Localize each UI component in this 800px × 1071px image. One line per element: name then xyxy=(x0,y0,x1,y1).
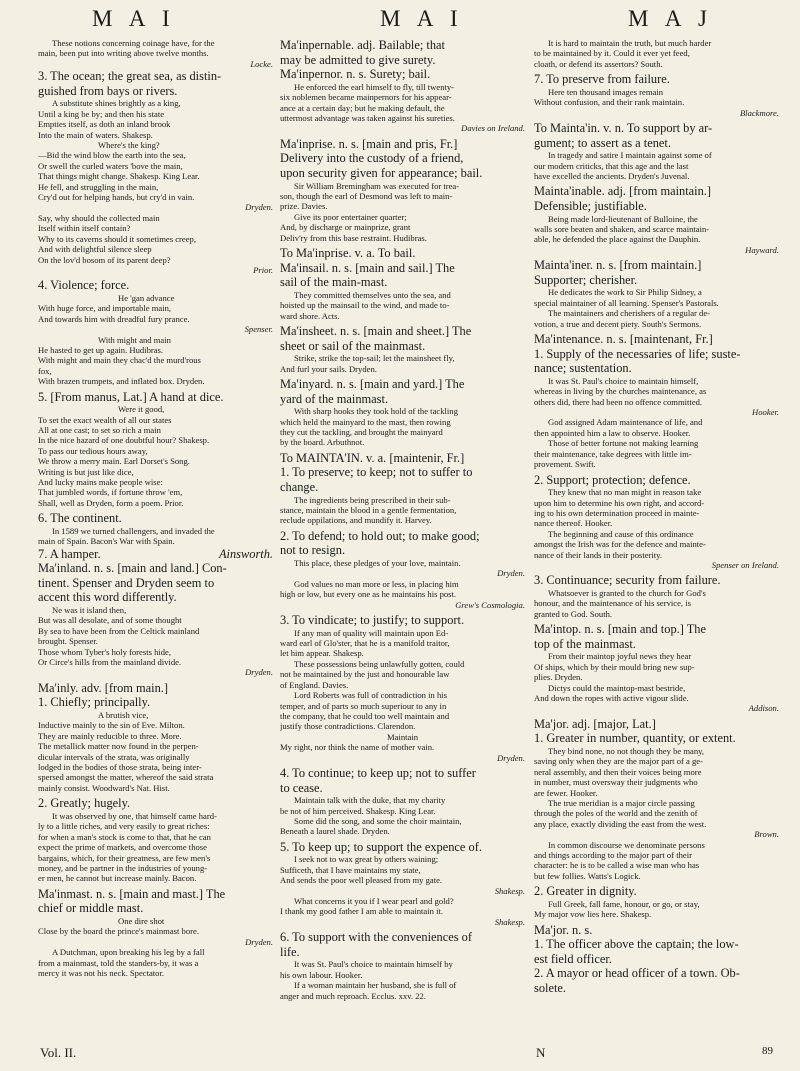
intro-line: These notions concerning coinage have, for the xyxy=(52,38,215,48)
headword-mainly: Ma'inly. adv. [from main.] xyxy=(38,680,169,695)
headword-to-mainprise: To Ma'inprise. v. a. To bail. xyxy=(280,246,416,261)
headword-major-adj: Ma'jor. adj. [major, Lat.] xyxy=(534,716,656,731)
volume-label: Vol. II. xyxy=(40,1045,77,1060)
headword-mainpernor: Ma'inpernor. n. s. Surety; bail. xyxy=(280,67,431,82)
quote-line: And lucky mains make people wise: xyxy=(38,477,163,487)
signature-mark: N xyxy=(536,1045,546,1060)
headword-mainmast: Ma'inmast. n. s. [main and mast.] The xyxy=(38,886,226,901)
quote-line: It was St. Paul's choice to maintain himself, xyxy=(548,375,699,386)
quote-line: justify those contradictions. Clarendon. xyxy=(280,721,416,732)
quote-line: What concerns it you if I wear pearl and gold? xyxy=(294,895,454,906)
quote-line: Dictys could the maintop-mast bestride, xyxy=(548,682,686,693)
quote-line: The metallick matter now found in the perpen- xyxy=(38,741,199,752)
quote-line: mainly consist. Woodward's Nat. Hist. xyxy=(38,782,170,793)
sense-1: 1. Supply of the necessaries of life; suste- xyxy=(534,346,741,361)
quote-line: We throw a merry main. Earl Dorset's Song. xyxy=(38,456,190,467)
quote-line: Into the main of waters. Shakesp. xyxy=(38,129,153,140)
header-left: M A I xyxy=(92,6,176,31)
sense-6-cont: life. xyxy=(280,944,300,959)
quote-block xyxy=(534,746,779,881)
quote-line: If a woman maintain her husband, she is full of xyxy=(294,980,457,991)
citation: Dryden. xyxy=(497,568,525,579)
quote-line: but few follies. Watts's Logick. xyxy=(534,870,641,881)
quote-line: He enforced the earl himself to fly, till twenty- xyxy=(294,81,455,92)
definition-line: tinent. Spenser and Dryden seem to xyxy=(38,575,215,590)
citation: Hayward. xyxy=(745,244,779,255)
quote-line: Sufficeth, that I have maintains my state, xyxy=(280,864,421,875)
quote-line: votion, a true and decent piety. South's Sermons. xyxy=(534,318,702,329)
quote-line: The maintainers and cherishers of a regular de- xyxy=(548,308,711,319)
quote-line: honour, and the maintenance of his service, is xyxy=(534,598,691,609)
header-right: M A J xyxy=(628,6,713,31)
citation: Spenser on Ireland. xyxy=(711,559,779,570)
quote-line: to be maintained by it. Could it ever yet feed, xyxy=(534,48,690,59)
quote-block xyxy=(280,959,525,1001)
sense-2-cont: solete. xyxy=(534,981,566,996)
definition-line: may be admitted to give surety. xyxy=(280,52,436,67)
sense-3: 3. Continuance; security from failure. xyxy=(534,573,721,588)
quote-block xyxy=(534,651,779,713)
quote-block xyxy=(534,38,779,69)
quote-block xyxy=(38,98,273,275)
quote-line: It is hard to maintain the truth, but much harder xyxy=(548,38,712,48)
quote-line: his own labour. Hooker. xyxy=(280,969,363,980)
sense-1: 1. To preserve; to keep; not to suffer to xyxy=(280,465,473,480)
quote-line: Lord Roberts was full of contradiction in his xyxy=(294,690,447,701)
citation: Hooker. xyxy=(752,407,779,418)
quote-line: And down the ropes with active vigour slide. xyxy=(534,692,689,703)
quote-line: main of Spain. Bacon's War with Spain. xyxy=(38,536,175,547)
quote-line: The ingredients being prescribed in their sub- xyxy=(294,494,451,505)
quote-line: He fell, and struggling in the main, xyxy=(38,181,159,192)
quote-line: He hasted to get up again. Hudibras. xyxy=(38,344,164,355)
quote-line: Maintain xyxy=(386,731,419,742)
quote-line: Or swell the curled waters 'bove the main, xyxy=(38,160,183,171)
page-footer xyxy=(0,1045,800,1065)
citation: Brown. xyxy=(754,829,779,840)
quote-line: any place, exactly dividing the east from the west. xyxy=(534,818,707,829)
sense-7: 7. To preserve from failure. xyxy=(534,72,670,87)
quote-line: Say, why should the collected main xyxy=(38,212,160,223)
definition-line: upon security given for appearance; bail. xyxy=(280,166,483,180)
quote-line: granted to God. South. xyxy=(534,608,613,619)
citation: Ainsworth. xyxy=(218,546,273,561)
quote-line: six noblemen became mainpernors for his appear- xyxy=(280,92,452,103)
quote-line: uttermost advantage was taken against his sureties. xyxy=(280,113,455,123)
quote-line: My right, nor think the name of mother vain. xyxy=(280,742,435,753)
column-1 xyxy=(38,38,273,1038)
quote-line: er men, he cannot but increase mainly. Bacon. xyxy=(38,873,197,884)
quote-line: they cut the tackling, and brought the mainyard xyxy=(280,427,443,438)
quote-line: With huge force, and importable main, xyxy=(38,303,172,314)
quote-line: They committed themselves unto the sea, and xyxy=(294,289,451,300)
quote-line: I thank my good father I am able to maintain it. xyxy=(280,906,443,917)
definition-line: sail of the main-mast. xyxy=(280,275,388,290)
quote-line: Inductive mainly to the sin of Eve. Milton. xyxy=(38,720,185,731)
quote-line: lodged in the bodies of those strata, being inter- xyxy=(38,762,202,773)
quote-line: He 'gan advance xyxy=(118,292,175,303)
quote-line: prize. Davies. xyxy=(280,201,328,212)
quote-line: He dedicates the work to Sir Philip Sidney, a xyxy=(548,287,702,298)
citation: Prior. xyxy=(253,264,273,275)
quote-line: special maintainer of all learning. Spenser's Pastorals. xyxy=(534,297,719,308)
quote-line: Shall, well as Dryden, form a poem. Prior. xyxy=(38,497,184,508)
definition-line: chief or middle mast. xyxy=(38,901,144,916)
quote-line: All at one cast; to set so rich a main xyxy=(38,424,161,435)
definition-line: accent this word differently. xyxy=(38,590,177,605)
quote-line: expect the prime of markets, and overcome those xyxy=(38,842,207,853)
quote-line: Here ten thousand images remain xyxy=(548,86,664,97)
quote-line: which held the mainyard to the mast, then rowing xyxy=(280,416,451,427)
quote-block xyxy=(534,150,779,181)
quote-line: Close by the board the prince's mainmast bore. xyxy=(38,926,199,937)
sense-2: 2. A mayor or head officer of a town. Ob- xyxy=(534,966,740,981)
quote-line: saving only when they are the major part of a ge- xyxy=(534,756,703,767)
quote-line: From their maintop joyful news they hear xyxy=(548,651,692,662)
quote-line: mercy it was not his neck. Spectator. xyxy=(38,967,165,978)
quote-block xyxy=(280,82,525,134)
quote-line: In tragedy and satire I maintain against some of xyxy=(548,150,712,161)
quote-line: stance, maintain the blood in a gentle fermentation, xyxy=(280,505,457,516)
citation: Dryden. xyxy=(245,936,273,947)
definition-line: Supporter; cherisher. xyxy=(534,272,638,287)
column-2 xyxy=(280,38,525,1038)
quote-block xyxy=(280,353,525,374)
sense-1: 1. The officer above the captain; the low- xyxy=(534,937,739,952)
quote-block xyxy=(38,605,273,678)
quote-line: Empties itself, as doth an inland brook xyxy=(38,119,171,130)
quote-line: not be maintained by the just and honourable law xyxy=(280,669,450,680)
citation: Blackmore. xyxy=(739,107,779,118)
running-header xyxy=(0,6,800,34)
quote-line: Ne was it island then, xyxy=(52,605,127,615)
quote-line: the company, that he could too well maintain and xyxy=(280,710,450,721)
sense-7-text: 7. A hamper. xyxy=(38,546,101,561)
quote-block xyxy=(280,558,525,610)
quote-block xyxy=(280,181,525,243)
quote-line: in number, must oversway their judgments who xyxy=(534,777,698,788)
sense-4: 4. To continue; to keep up; not to suffer xyxy=(280,765,476,780)
quote-line: spersed amongst the matter, whereof the said strata xyxy=(38,772,214,783)
quote-line: our modern criticks, that this age and the last xyxy=(534,160,689,171)
quote-line: for when a man's stock is come to that, that he can xyxy=(38,831,211,842)
quote-block xyxy=(534,376,779,470)
citation: Shakesp. xyxy=(494,916,525,927)
sense-3-cont: guished from bays or rivers. xyxy=(38,83,178,98)
quote-line: Sir William Bremingham was executed for trea- xyxy=(294,180,460,191)
quote-line: That jumbled words, if fortune throw 'em, xyxy=(38,487,183,498)
quote-line: plies. Dryden. xyxy=(534,672,583,683)
quote-line: of England. Davies. xyxy=(280,679,349,690)
quote-line: nance thereof. Hooker. xyxy=(534,518,613,529)
quote-line: then appointed him a law to observe. Hooker. xyxy=(534,427,691,438)
quote-line: They bind none, no not though they be many, xyxy=(548,745,705,756)
quote-line: A substitute shines brightly as a king, xyxy=(52,98,181,109)
quote-line: With sharp hooks they took hold of the tackling xyxy=(294,406,458,417)
headword-mainpernable: Ma'inpernable. adj. Bailable; that xyxy=(280,38,445,52)
quote-line: And furl your sails. Dryden. xyxy=(280,363,377,374)
quote-line: Until a king be by; and then his state xyxy=(38,108,165,119)
quote-line: Strike, strike the top-sail; let the mainsheet fly, xyxy=(294,353,455,364)
quote-line: God assigned Adam maintenance of life, and xyxy=(548,417,703,428)
quote-line: In 1589 we turned challengers, and invaded the xyxy=(52,525,215,536)
quote-block xyxy=(280,406,525,448)
sense-3: 3. The ocean; the great sea, as distin- xyxy=(38,69,222,84)
quote-block xyxy=(280,628,525,763)
quote-line: dicular intervals of the strata, was originally xyxy=(38,751,190,762)
headword-maintop: Ma'intop. n. s. [main and top.] The xyxy=(534,622,707,637)
quote-block xyxy=(38,710,273,793)
quote-line: cloath, or defend its assertors? South. xyxy=(534,58,663,69)
quote-line: reclude oppilations, and mundify it. Harvey. xyxy=(280,515,432,526)
citation: Grew's Cosmologia. xyxy=(455,599,525,610)
quote-line: Without confusion, and their rank maintain. xyxy=(534,97,685,108)
quote-block xyxy=(280,795,525,837)
quote-line: Beneath a laurel shade. Dryden. xyxy=(280,826,390,837)
quote-line: Maintain talk with the duke, that my charity xyxy=(294,795,446,806)
quote-line: That things might change. Shakesp. King Lear. xyxy=(38,171,200,182)
citation: Dryden. xyxy=(245,667,273,678)
citation: Dryden. xyxy=(497,752,525,763)
citation: Davies on Ireland. xyxy=(461,123,525,134)
headword-mainprise: Ma'inprise. n. s. [main and pris, Fr.] xyxy=(280,136,458,151)
quote-line: anger and much reproach. Ecclus. xxv. 22. xyxy=(280,990,426,1001)
quote-line: I seek not to wax great by others waining; xyxy=(294,854,439,865)
headword-major-noun: Ma'jor. n. s. xyxy=(534,922,593,937)
page-number: 89 xyxy=(762,1045,773,1057)
quote-line: Whatsoever is granted to the church for God's xyxy=(548,587,706,598)
headword-maintainer: Mainta'iner. n. s. [from maintain.] xyxy=(534,258,702,273)
quote-line: Of ships, which by their mould bring new sup- xyxy=(534,661,695,672)
quote-block xyxy=(534,287,779,329)
sense-6: 6. To support with the conveniences of xyxy=(280,930,472,945)
sense-4-cont: to cease. xyxy=(280,780,323,795)
quote-line: fox, xyxy=(38,365,52,376)
quote-line: In the nice hazard of one doubtful hour? Shakesp. xyxy=(38,435,210,446)
quote-block xyxy=(534,588,779,619)
quote-line: others did, there had been no offence committed. xyxy=(534,396,703,407)
quote-line: are fewer. Hooker. xyxy=(534,787,598,798)
sense-1: 1. Chiefly; principally. xyxy=(38,695,151,710)
sense-1-cont: nance; sustentation. xyxy=(534,361,632,376)
quote-line: ward earl of Glo'ster, that he is a manifold traitor, xyxy=(280,638,450,649)
quote-line: With might and main xyxy=(98,334,171,345)
quote-block xyxy=(534,214,779,256)
quote-line: Being made lord-lieutenant of Bulloine, the xyxy=(548,213,698,224)
quote-line: able, he defended the place against the Dauphin. xyxy=(534,234,701,245)
sense-1: 1. Greater in number, quantity, or extent. xyxy=(534,731,736,746)
quote-line: Writing is but just like dice, xyxy=(38,466,134,477)
quote-line: The true meridian is a major circle passing xyxy=(548,798,695,808)
headword-maintainable: Mainta'inable. adj. [from maintain.] xyxy=(534,184,712,199)
sense-2: 2. Support; protection; defence. xyxy=(534,472,691,487)
quote-block xyxy=(280,290,525,321)
quote-line: It was St. Paul's choice to maintain himself by xyxy=(294,959,453,970)
quote-line: by the board. Arbuthnot. xyxy=(280,437,365,448)
intro-line: main, been put into writing above twelve months. xyxy=(38,48,209,59)
quote-line: have excelled the ancients. Dryden's Juvenal. xyxy=(534,171,690,182)
definition-line: top of the mainmast. xyxy=(534,636,636,651)
quote-line: On the lov'd bosom of its parent deep? xyxy=(38,254,171,265)
quote-line: And sends the poor well pleased from my gate. xyxy=(280,875,443,886)
headword-maintenance: Ma'intenance. n. s. [maintenant, Fr.] xyxy=(534,332,713,347)
sense-6: 6. The continent. xyxy=(38,511,122,526)
column-3 xyxy=(534,38,779,1038)
sense-7 xyxy=(38,547,273,562)
definition-line: yard of the mainmast. xyxy=(280,391,389,406)
quote-block xyxy=(280,854,525,927)
quote-line: If any man of quality will maintain upon Ed- xyxy=(294,627,449,638)
quote-line: amongst the Irish was for the defence and mainte- xyxy=(534,539,706,550)
headword-mainsheet: Ma'insheet. n. s. [main and sheet.] The xyxy=(280,324,472,339)
quote-line: Itself within itself contain? xyxy=(38,223,131,234)
quote-line: son, though the earl of Desmond was left to main- xyxy=(280,191,453,201)
sense-1-cont: est field officer. xyxy=(534,951,612,966)
sense-3: 3. To vindicate; to justify; to support. xyxy=(280,613,465,628)
headword-to-maintain-vn: To Mainta'in. v. n. To support by ar- xyxy=(534,121,713,136)
sense-2: 2. To defend; to hold out; to make good; xyxy=(280,528,480,543)
quote-line: let him appear. Shakesp. xyxy=(280,648,364,659)
quote-line: With brazen trumpets, and inflated box. Dryden. xyxy=(38,376,205,387)
quote-line: character: he is to be called a wise man who has xyxy=(534,860,700,871)
quote-line: be not of him perceived. Shakesp. King Lear. xyxy=(280,805,436,816)
quote-line: Some did the song, and some the choir maintain, xyxy=(294,815,462,826)
quote-line: from a mainmast, told the standers-by, it was a xyxy=(38,957,199,968)
quote-line: It was observed by one, that himself came hard- xyxy=(52,810,217,821)
quote-line: hoisted up the mainsail to the wind, and made to- xyxy=(280,300,450,311)
quote-line: A brutish vice, xyxy=(98,710,149,721)
sense-2-cont: not to resign. xyxy=(280,543,346,558)
sense-2: 2. Greater in dignity. xyxy=(534,884,637,899)
quote-line: ly to a little riches, and very easily to great riches: xyxy=(38,821,210,832)
sense-2: 2. Greatly; hugely. xyxy=(38,796,131,811)
quote-block xyxy=(534,899,779,920)
definition-line: sheet or sail of the mainmast. xyxy=(280,338,426,353)
quote-block xyxy=(38,811,273,884)
quote-line: nance of their lands in their posterity. xyxy=(534,549,663,560)
quote-line: With might and main they chac'd the murd'rous xyxy=(38,355,201,366)
quote-line: —Bid the wind blow the earth into the sea, xyxy=(38,150,186,161)
quote-line: Those of better fortune not making learning xyxy=(548,438,699,449)
definition-line: gument; to assert as a tenet. xyxy=(534,135,671,150)
quote-line: To pass our tedious hours away, xyxy=(38,445,148,456)
quote-line: ance at a certain day; but he making default, the xyxy=(280,102,445,113)
quote-line: These possessions being unlawfully gotten, could xyxy=(294,658,465,669)
quote-line: Where's the king? xyxy=(98,140,160,151)
quote-line: through the poles of the world and the zenith of xyxy=(534,808,698,819)
quote-block xyxy=(38,404,273,508)
sense-1-cont: change. xyxy=(280,480,319,495)
citation: Shakesp. xyxy=(494,885,525,896)
citation: Spenser. xyxy=(244,324,273,335)
quote-line: provement. Swift. xyxy=(534,459,596,470)
definition-line: Defensible; justifiable. xyxy=(534,199,647,214)
quote-line: Why to its caverns should it sometimes creep, xyxy=(38,233,196,244)
headword-to-maintain: To MAINTA'IN. v. a. [maintenir, Fr.] xyxy=(280,450,465,465)
quote-line: bargains, which, for their greatness, are few men's xyxy=(38,852,211,863)
quote-line: Were it good, xyxy=(118,404,165,415)
quote-line: And towards him with dreadful fury prance. xyxy=(38,313,190,324)
citation: Addison. xyxy=(748,703,779,714)
headword-mainsail: Ma'insail. n. s. [main and sail.] The xyxy=(280,260,455,275)
definition-line: Delivery into the custody of a friend, xyxy=(280,151,464,166)
header-middle: M A I xyxy=(380,6,464,31)
headword-mainland: Ma'inland. n. s. [main and land.] Con- xyxy=(38,561,227,576)
quote-line: ing to his own determination proceed in mainte- xyxy=(534,507,700,518)
quote-block xyxy=(38,916,273,978)
quote-line: their maintenance, take degrees with little im- xyxy=(534,448,692,459)
citation: Dryden. xyxy=(245,202,273,213)
quote-line: This place, these pledges of your love, maintain. xyxy=(294,558,461,569)
citation: Locke. xyxy=(250,58,273,69)
quote-block xyxy=(280,495,525,526)
quote-line: And with delightful silence sleep xyxy=(38,244,152,255)
quote-line: neral assembly, and then their voices being more xyxy=(534,766,702,777)
quote-line: One dire shot xyxy=(118,915,165,926)
quote-line: By sea to have been from the Celtick mainland xyxy=(38,625,200,636)
quote-line: walls sore beaten and shaken, and scarce maintain- xyxy=(534,224,710,235)
quote-line: A Dutchman, upon breaking his leg by a fall xyxy=(52,947,205,958)
quote-line: upon him to determine his own right, and accord- xyxy=(534,497,705,508)
sense-4: 4. Violence; force. xyxy=(38,278,130,293)
quote-line: brought. Spenser. xyxy=(38,636,98,647)
quote-line: Or Circe's hills from the mainland divide. xyxy=(38,657,182,668)
quote-line: high or low, but every one as he maintains his post. xyxy=(280,589,457,600)
quote-block xyxy=(534,487,779,570)
quote-line: The beginning and cause of this ordinance xyxy=(548,528,694,539)
quote-line: and things according to the major part of their xyxy=(534,850,692,861)
quote-line: But was all desolate, and of some thought xyxy=(38,615,182,626)
quote-line: temper, and of parts so much superiour to any in xyxy=(280,700,447,711)
quote-block xyxy=(534,87,779,118)
quote-line: ward shore. Acts. xyxy=(280,310,340,321)
quote-line: God values no man more or less, in placing him xyxy=(294,578,459,589)
headword-mainyard: Ma'inyard. n. s. [main and yard.] The xyxy=(280,377,465,392)
quote-line: And, by discharge or mainprize, grant xyxy=(280,222,411,233)
quote-line: In common discourse we denominate persons xyxy=(548,839,705,850)
quote-line: money, and be partner in the industries of young- xyxy=(38,862,208,873)
quote-line: Full Greek, fall fame, honour, or go, or stay, xyxy=(548,898,700,909)
quote-block xyxy=(38,293,273,387)
quote-line: My major vow lies here. Shakesp. xyxy=(534,909,652,920)
quote-line: Those whom Tyber's holy forests hide, xyxy=(38,646,172,657)
sense-5: 5. [From manus, Lat.] A hand at dice. xyxy=(38,389,224,404)
quote-line: Deliv'ry from this base restraint. Hudibras. xyxy=(280,232,427,243)
sense-5: 5. To keep up; to support the expence of. xyxy=(280,839,482,854)
quote-line: Give its poor entertainer quarter; xyxy=(294,211,407,222)
quote-line: To set the exact wealth of all our states xyxy=(38,414,172,425)
quote-line: whereas in living by the churches maintenance, as xyxy=(534,386,707,397)
quote-line: They are mainly reducible to three. More. xyxy=(38,730,182,741)
quote-line: They knew that no man might in reason take xyxy=(548,487,702,498)
quote-line: Cry'd out for helping hands, but cry'd in vain. xyxy=(38,192,195,203)
